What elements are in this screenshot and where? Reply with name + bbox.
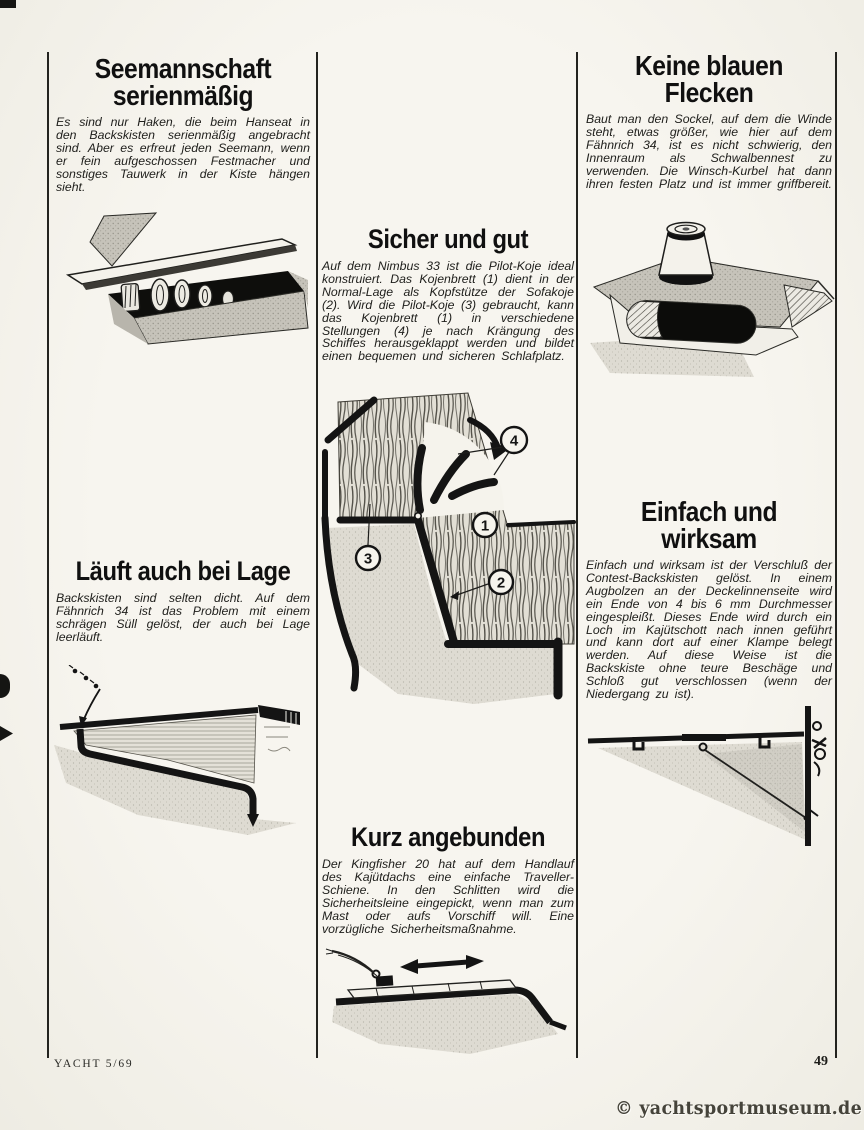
article-title bbox=[71, 558, 295, 585]
title-line: Einfach und bbox=[640, 496, 778, 527]
article-title bbox=[337, 226, 559, 253]
svg-text:3: 3 bbox=[363, 550, 373, 568]
title-line: Seemannschaft bbox=[94, 53, 272, 84]
scan-artifact bbox=[0, 726, 13, 741]
article-title bbox=[337, 824, 559, 851]
cleat bbox=[810, 722, 826, 816]
callout-3 bbox=[356, 546, 380, 570]
callout-1 bbox=[473, 513, 497, 537]
journal-issue: YACHT 5/69 bbox=[54, 1058, 134, 1070]
article-einfach-und-wirksam bbox=[586, 498, 832, 701]
column-rule bbox=[576, 52, 578, 1058]
pilot-berth-cross-section-illustration bbox=[318, 392, 576, 707]
winch-pedestal-illustration bbox=[584, 203, 836, 395]
title-line: wirksam bbox=[661, 523, 757, 554]
svg-text:4: 4 bbox=[509, 432, 519, 450]
title-line: Keine blauen bbox=[634, 50, 784, 81]
svg-text:2: 2 bbox=[496, 574, 506, 592]
water-droplets bbox=[69, 665, 98, 688]
article-body: Es sind nur Haken, die beim Hanseat in den Backskisten serienmäßig angebracht sind. Aber es erfreut jeden Seemann, wenn er fein aufgeschossen Festmacher und sonstiges Tauwerk in der Kiste hängen sieht. bbox=[56, 115, 310, 194]
locker-with-ropes-illustration bbox=[52, 212, 310, 407]
article-keine-blauen-flecken bbox=[586, 52, 832, 190]
article-title bbox=[71, 55, 295, 109]
title-line: Flecken bbox=[664, 77, 754, 108]
article-title bbox=[601, 498, 817, 552]
title-line: Sicher und gut bbox=[367, 224, 529, 254]
title-line: Läuft auch bei Lage bbox=[75, 556, 291, 586]
swallow-nest-opening bbox=[626, 299, 757, 344]
article-body: Einfach und wirksam ist der Verschluß der Contest-Backskisten gelöst. In einem Augbolzen an der Deckelinnenseite wird ein Ende von 4 bis 6 mm Durchmesser eingespleißt. Dieses Ende wird durch ein Loch im Kajütschott nach innen geführt und kann dort auf einer Klampe belegt werden. Auf diese Weise ist die Backskiste ohne teure Beschäge und Schloß gut verschlossen (wenn der Niedergang zu ist). bbox=[586, 558, 832, 702]
watermark: © yachtsportmuseum.de bbox=[615, 1099, 862, 1119]
article-laeuft-auch-bei-lage bbox=[56, 558, 310, 644]
article-body: Baut man den Sockel, auf dem die Winde steht, etwas größer, wie hier auf dem Fähnrich 34, ist es nicht schwierig, den Innenraum als Schwalbennest zu verwenden. Die Winsch-Kurbel hat dann ihren festen Platz und ist immer griffbereit. bbox=[586, 112, 832, 191]
safety-line bbox=[332, 951, 374, 973]
column-rule bbox=[47, 52, 49, 1058]
article-title bbox=[601, 52, 817, 106]
locker-lid-lashing-illustration bbox=[584, 692, 836, 852]
winch-drum bbox=[659, 223, 713, 286]
article-seemannschaft bbox=[56, 55, 310, 193]
article-sicher-und-gut bbox=[322, 226, 574, 363]
article-body: Der Kingfisher 20 hat auf dem Handlauf des Kajütdachs eine einfache Traveller-Schiene. In den Schlitten wird die Sicherheitsleine eingepickt, wenn man zum Mast oder aufs Vorschiff will. Eine vorzügliche Sicherheitsmaßnahme. bbox=[322, 857, 574, 936]
scan-artifact bbox=[0, 674, 10, 698]
page-number: 49 bbox=[814, 1054, 828, 1069]
article-kurz-angebunden bbox=[322, 824, 574, 935]
coaming-drain-illustration bbox=[48, 665, 314, 840]
scan-artifact bbox=[0, 0, 16, 8]
article-body: Auf dem Nimbus 33 ist die Pilot-Koje ideal konstruiert. Das Kojenbrett (1) dient in der Normal-Lage als Kopfstütze der Sofakoje (2). Wird die Pilot-Koje (3) gebraucht, kann das Kojenbrett (1) in verschiedene Stellungen (4) je nach Krängung des Schiffes herausgeklappt werden und bildet einen bequemen und sicheren Schlafplatz. bbox=[322, 259, 574, 364]
callout-2 bbox=[489, 570, 513, 594]
callout-4 bbox=[501, 427, 527, 453]
article-body: Backskisten sind selten dicht. Auf dem Fähnrich 34 ist das Problem mit einem schrägen Süll gelöst, der auch bei Lage leerläuft. bbox=[56, 591, 310, 644]
slide-direction-arrow bbox=[400, 955, 484, 974]
traveller-track-illustration bbox=[320, 948, 576, 1060]
title-line: serienmäßig bbox=[112, 80, 254, 111]
svg-text:1: 1 bbox=[480, 517, 490, 535]
board-pivot bbox=[415, 513, 421, 519]
title-line: Kurz angebunden bbox=[350, 822, 546, 852]
